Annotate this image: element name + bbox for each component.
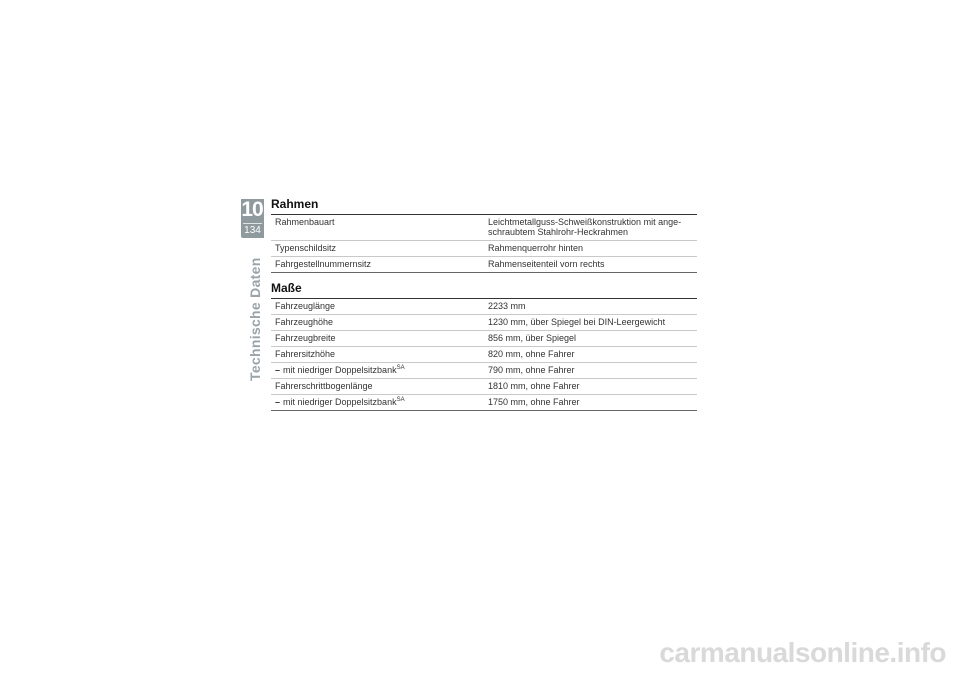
table-row: [271, 241, 697, 257]
row-value: 1750 mm, ohne Fahrer: [488, 397, 580, 407]
table-row: [271, 315, 697, 331]
row-label-text: mit niedriger Doppelsitzbank: [283, 397, 397, 407]
table-row: [271, 347, 697, 363]
row-label: Fahrersitzhöhe: [275, 349, 336, 359]
dash-bullet-icon: –: [275, 365, 281, 375]
rahmen-table: [271, 214, 697, 273]
table-row: [271, 257, 697, 273]
row-value: Rahmenquerrohr hinten: [488, 243, 584, 253]
watermark: carmanualsonline.info: [659, 637, 946, 668]
row-label: [271, 395, 484, 411]
option-marker: SA: [396, 397, 405, 403]
chapter-number: 10: [241, 198, 263, 221]
masse-table: [271, 298, 697, 411]
row-label: Fahrzeugbreite: [275, 333, 336, 343]
row-label: Rahmenbauart: [275, 217, 335, 227]
row-value-line1: Leichtmetallguss-Schweißkonstruktion mit ange-: [488, 217, 682, 227]
row-label: Fahrzeughöhe: [275, 317, 334, 327]
row-label: Fahrgestellnummernsitz: [275, 259, 372, 269]
row-label: Fahrerschrittbogenlänge: [275, 381, 373, 391]
row-value: 856 mm, über Spiegel: [488, 333, 577, 343]
row-value: 790 mm, ohne Fahrer: [488, 365, 575, 375]
row-value: [484, 215, 697, 241]
tab-divider: [243, 223, 262, 224]
row-value: 820 mm, ohne Fahrer: [488, 349, 575, 359]
row-value: 1230 mm, über Spiegel bei DIN-Leergewicht: [488, 317, 666, 327]
row-value: 1810 mm, ohne Fahrer: [488, 381, 580, 391]
option-marker: SA: [396, 365, 405, 371]
table-row: [271, 395, 697, 411]
chapter-title: Technische Daten: [247, 257, 263, 381]
table-row: [271, 331, 697, 347]
row-label: Typenschildsitz: [275, 243, 337, 253]
row-value: 2233 mm: [488, 301, 526, 311]
row-label-text: mit niedriger Doppelsitzbank: [283, 365, 397, 375]
dash-bullet-icon: –: [275, 397, 281, 407]
section-title-rahmen: Rahmen: [271, 197, 319, 211]
table-row: [271, 363, 697, 379]
section-title-masse: Maße: [271, 281, 302, 295]
row-value: Rahmenseitenteil vorn rechts: [488, 259, 605, 269]
table-row: [271, 379, 697, 395]
page-number: 134: [244, 225, 261, 236]
row-label: Fahrzeuglänge: [275, 301, 336, 311]
table-row: [271, 215, 697, 241]
row-value-line2: schraubtem Stahlrohr-Heckrahmen: [488, 227, 629, 237]
row-label: [271, 363, 484, 379]
table-row: [271, 299, 697, 315]
